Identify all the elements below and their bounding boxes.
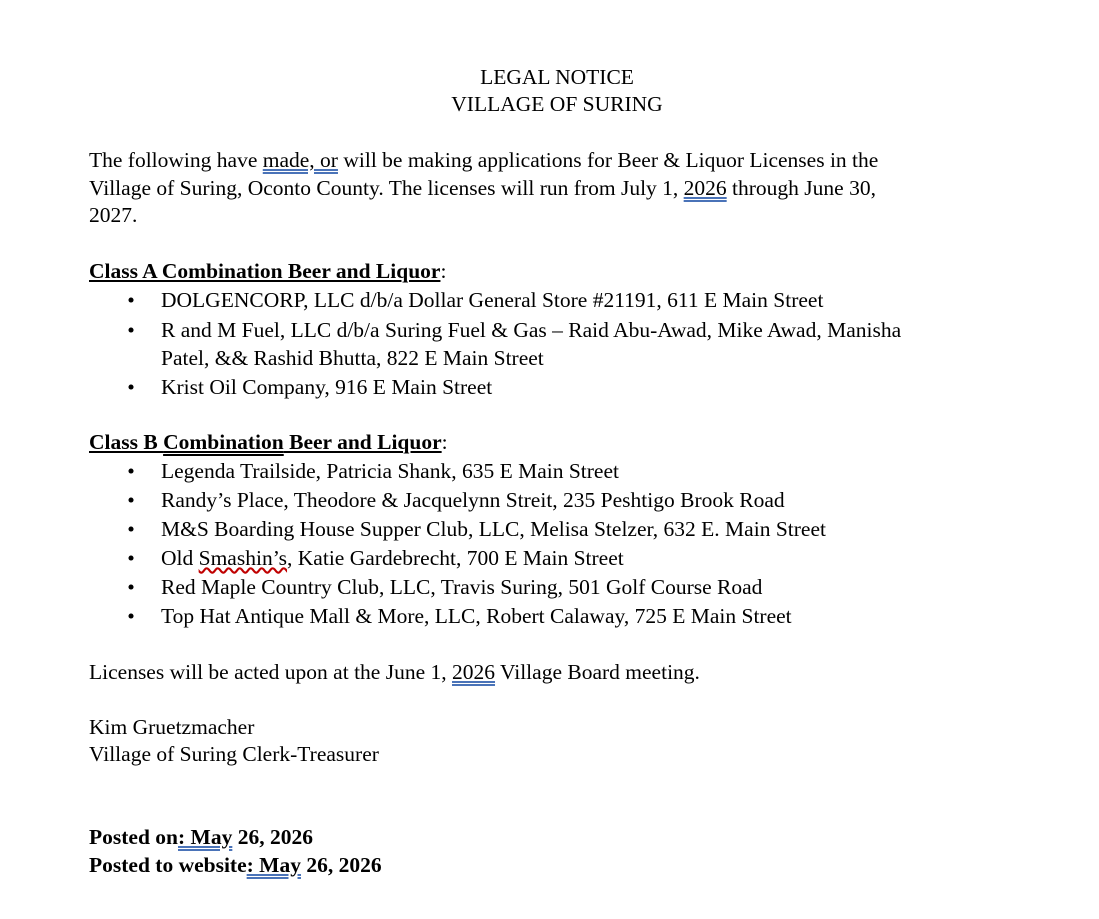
spelling-mark: Smashin’s bbox=[198, 546, 288, 570]
bullet-icon: • bbox=[127, 318, 135, 342]
proofing-mark: 2026 bbox=[452, 660, 496, 684]
intro-line-3: 2027. bbox=[89, 203, 138, 227]
list-item: • Randy’s Place, Theodore & Jacquelynn Streit, 235 Peshtigo Brook Road bbox=[89, 487, 1009, 516]
bullet-icon: • bbox=[127, 459, 135, 483]
notice-title: LEGAL NOTICE bbox=[480, 65, 634, 89]
meeting-paragraph: Licenses will be acted upon at the June 1, 2026 Village Board meeting. bbox=[89, 660, 700, 684]
bullet-icon: • bbox=[127, 604, 135, 628]
bullet-icon: • bbox=[127, 288, 135, 312]
proofing-mark: made, or bbox=[262, 148, 338, 172]
proofing-mark: 2026 bbox=[683, 175, 727, 200]
intro-line-1: The following have made, or will be making applications for Beer & Liquor Licenses in the bbox=[89, 148, 879, 172]
list-item: • R and M Fuel, LLC d/b/a Suring Fuel & Gas – Raid Abu-Awad, Mike Awad, Manisha bbox=[89, 317, 1009, 345]
class-a-heading: Class A Combination Beer and Liquor: bbox=[89, 259, 447, 283]
list-item-continuation: Patel, && Rashid Bhutta, 822 E Main Street bbox=[161, 346, 544, 370]
proofing-mark: : May bbox=[246, 853, 301, 877]
signature-title: Village of Suring Clerk-Treasurer bbox=[89, 742, 379, 766]
list-item: • DOLGENCORP, LLC d/b/a Dollar General Store #21191, 611 E Main Street bbox=[89, 287, 1009, 316]
bullet-icon: • bbox=[127, 488, 135, 512]
bullet-icon: • bbox=[127, 517, 135, 541]
bullet-icon: • bbox=[127, 575, 135, 599]
posted-to-website: Posted to website: May 26, 2026 bbox=[89, 853, 382, 877]
posted-on: Posted on: May 26, 2026 bbox=[89, 825, 313, 849]
list-item: • Old Smashin’s, Katie Gardebrecht, 700 E Main Street bbox=[89, 545, 1009, 574]
notice-subtitle: VILLAGE OF SURING bbox=[451, 92, 663, 116]
list-item: • Krist Oil Company, 916 E Main Street bbox=[89, 374, 1009, 403]
bullet-icon: • bbox=[127, 546, 135, 570]
intro-line-2: Village of Suring, Oconto County. The licenses will run from July 1, 2026 through June 30, bbox=[89, 175, 876, 200]
class-a-list bbox=[89, 287, 1009, 403]
proofing-mark: : May bbox=[178, 825, 233, 849]
bullet-icon: • bbox=[127, 375, 135, 399]
intro-paragraph bbox=[89, 147, 1049, 230]
class-b-heading: Class B Combination Beer and Liquor: bbox=[89, 430, 448, 454]
list-item: • M&S Boarding House Supper Club, LLC, Melisa Stelzer, 632 E. Main Street bbox=[89, 516, 1009, 545]
list-item: • Legenda Trailside, Patricia Shank, 635 E Main Street bbox=[89, 458, 1009, 487]
list-item: • Top Hat Antique Mall & More, LLC, Robert Calaway, 725 E Main Street bbox=[89, 603, 1009, 632]
class-b-list bbox=[89, 458, 1009, 632]
list-item: • Red Maple Country Club, LLC, Travis Suring, 501 Golf Course Road bbox=[89, 574, 1009, 603]
signature-name: Kim Gruetzmacher bbox=[89, 715, 255, 739]
